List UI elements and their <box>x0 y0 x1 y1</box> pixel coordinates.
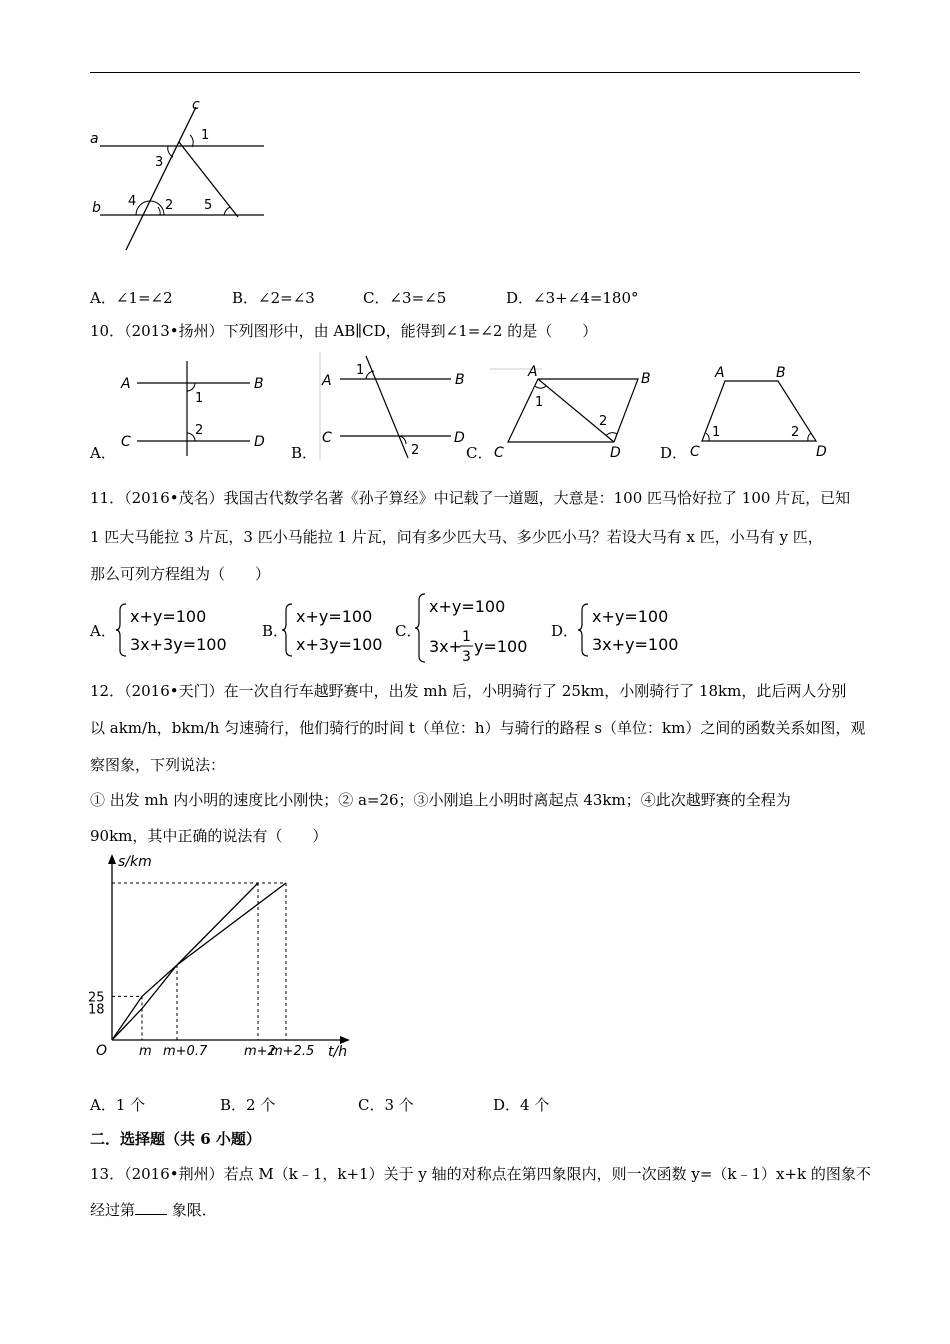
q9-angle-5: 5 <box>204 198 213 213</box>
svg-text:C: C <box>322 430 332 446</box>
q11-line1: 11．（2016•茂名）我国古代数学名著《孙子算经》中记载了一道题，大意是：100 匹马恰好拉了 100 片瓦，已知 <box>90 489 851 507</box>
q11-option-c-system[interactable] <box>415 592 545 666</box>
q11-option-d-system[interactable] <box>578 602 698 658</box>
q12-option-a[interactable]: A．1 个 <box>90 1096 146 1114</box>
svg-text:D: D <box>610 445 621 461</box>
svg-text:x+y=100: x+y=100 <box>130 607 207 626</box>
y-tick-label-2: 18 <box>88 1002 105 1018</box>
x-tick-label-2: m+0.7 <box>163 1044 208 1059</box>
q11-line3: 那么可列方程组为（ ） <box>90 565 271 583</box>
q9-angle-1: 1 <box>201 128 210 143</box>
section-2-heading: 二．选择题（共 6 小题） <box>90 1130 261 1148</box>
svg-text:C: C <box>494 445 504 461</box>
q11-option-a-system[interactable] <box>116 602 246 658</box>
q12-line3: 察图象，下列说法： <box>90 756 226 774</box>
svg-text:2: 2 <box>411 443 420 458</box>
y-axis-label: s/km <box>118 854 152 870</box>
q13-line2: 经过第 象限． <box>90 1201 217 1219</box>
q9-option-b[interactable]: B．∠2=∠3 <box>232 289 315 307</box>
svg-text:y=100: y=100 <box>474 637 528 656</box>
svg-text:3: 3 <box>462 649 471 665</box>
svg-text:1: 1 <box>712 425 721 440</box>
q12-line2: 以 akm/h，bkm/h 匀速骑行，他们骑行的时间 t（单位：h）与骑行的路程 s（单位：km）之间的函数关系如图，观 <box>90 719 866 737</box>
svg-text:3x+: 3x+ <box>429 637 463 656</box>
svg-text:2: 2 <box>599 414 608 429</box>
q9-option-a[interactable]: A．∠1=∠2 <box>90 289 173 307</box>
q9-option-d[interactable]: D．∠3+∠4=180° <box>506 289 639 307</box>
svg-text:2: 2 <box>791 425 800 440</box>
svg-text:D: D <box>454 430 465 446</box>
svg-text:D: D <box>816 444 827 460</box>
x-tick-label-3: m+2 <box>244 1044 276 1059</box>
q9-angle-2: 2 <box>165 198 174 213</box>
svg-text:1: 1 <box>535 395 544 410</box>
x-axis-label: t/h <box>328 1044 348 1060</box>
svg-text:3x+y=100: 3x+y=100 <box>592 635 679 654</box>
svg-text:B: B <box>455 372 465 388</box>
q9-angle-3: 3 <box>155 155 164 170</box>
q11-option-b-system[interactable] <box>282 602 402 658</box>
q11-option-a-label[interactable]: A． <box>90 622 116 640</box>
q12-chart <box>88 852 358 1067</box>
q9-label-b: b <box>92 200 101 216</box>
svg-text:A: A <box>715 365 725 381</box>
q9-label-a: a <box>90 131 99 147</box>
svg-text:B: B <box>254 376 264 392</box>
q9-option-c[interactable]: C．∠3=∠5 <box>363 289 447 307</box>
svg-text:3x+3y=100: 3x+3y=100 <box>130 635 227 654</box>
svg-text:C: C <box>121 434 131 450</box>
x-tick-label-1: m <box>139 1044 152 1059</box>
svg-text:x+y=100: x+y=100 <box>296 607 373 626</box>
svg-text:2: 2 <box>195 423 204 438</box>
q10-option-c-label[interactable]: C． <box>466 444 493 462</box>
q11-option-d-label[interactable]: D． <box>551 622 579 640</box>
q10-option-d-label[interactable]: D． <box>660 444 688 462</box>
q11-line2: 1 匹大马能拉 3 片瓦，3 匹小马能拉 1 片瓦，问有多少匹大马、多少匹小马？若设大马有 x 匹，小马有 y 匹， <box>90 528 823 546</box>
q11-option-b-label[interactable]: B． <box>262 622 289 640</box>
q12-option-b[interactable]: B．2 个 <box>220 1096 276 1114</box>
svg-text:B: B <box>641 371 651 387</box>
origin-label: O <box>96 1043 108 1059</box>
svg-text:1: 1 <box>462 629 471 645</box>
q10-figure-b <box>318 352 478 462</box>
svg-text:x+y=100: x+y=100 <box>592 607 669 626</box>
x-axis-arrow <box>340 1036 350 1044</box>
series-line-1 <box>112 883 286 1040</box>
q12-line5: 90km，其中正确的说法有（ ） <box>90 827 328 845</box>
q10-option-b-label[interactable]: B． <box>291 444 318 462</box>
svg-text:1: 1 <box>356 363 365 378</box>
svg-text:B: B <box>776 365 786 381</box>
svg-text:D: D <box>254 434 265 450</box>
y-tick-label-1: 25 <box>88 990 105 1006</box>
svg-text:C: C <box>690 444 700 460</box>
q12-line1: 12．（2016•天门）在一次自行车越野赛中，出发 mh 后，小明骑行了 25km，小刚骑行了 18km，此后两人分别 <box>90 682 847 700</box>
q12-option-c[interactable]: C．3 个 <box>358 1096 414 1114</box>
svg-text:1: 1 <box>195 391 204 406</box>
q10-stem: 10．（2013•扬州）下列图形中，由 AB∥CD，能得到∠1=∠2 的是（ ） <box>90 322 598 340</box>
q10-figure-c <box>490 362 660 462</box>
q10-figure-d <box>685 360 845 462</box>
q10-option-a-label[interactable]: A． <box>90 444 116 462</box>
header-rule <box>90 72 860 73</box>
y-axis-arrow <box>108 854 116 864</box>
svg-text:A: A <box>528 364 538 380</box>
svg-text:x+y=100: x+y=100 <box>429 597 506 616</box>
q9-angle-4: 4 <box>128 194 137 209</box>
q9-label-c: c <box>192 97 200 113</box>
svg-text:x+3y=100: x+3y=100 <box>296 635 383 654</box>
q9-figure <box>88 95 273 255</box>
q13-line1: 13．（2016•荆州）若点 M（k﹣1，k+1）关于 y 轴的对称点在第四象限内，则一次函数 y=（k﹣1）x+k 的图象不 <box>90 1165 871 1183</box>
q13-answer-blank[interactable] <box>135 1200 167 1215</box>
q10-figure-a <box>115 356 275 461</box>
svg-text:A: A <box>121 376 131 392</box>
svg-text:A: A <box>322 373 332 389</box>
q12-line4: ① 出发 mh 内小明的速度比小刚快；② a=26；③小刚追上小明时离起点 43km；④此次越野赛的全程为 <box>90 791 791 809</box>
q12-option-d[interactable]: D．4 个 <box>493 1096 550 1114</box>
series-line-2 <box>112 883 258 1040</box>
q11-option-c-label[interactable]: C． <box>395 622 422 640</box>
x-tick-label-4: m+2.5 <box>270 1044 315 1059</box>
